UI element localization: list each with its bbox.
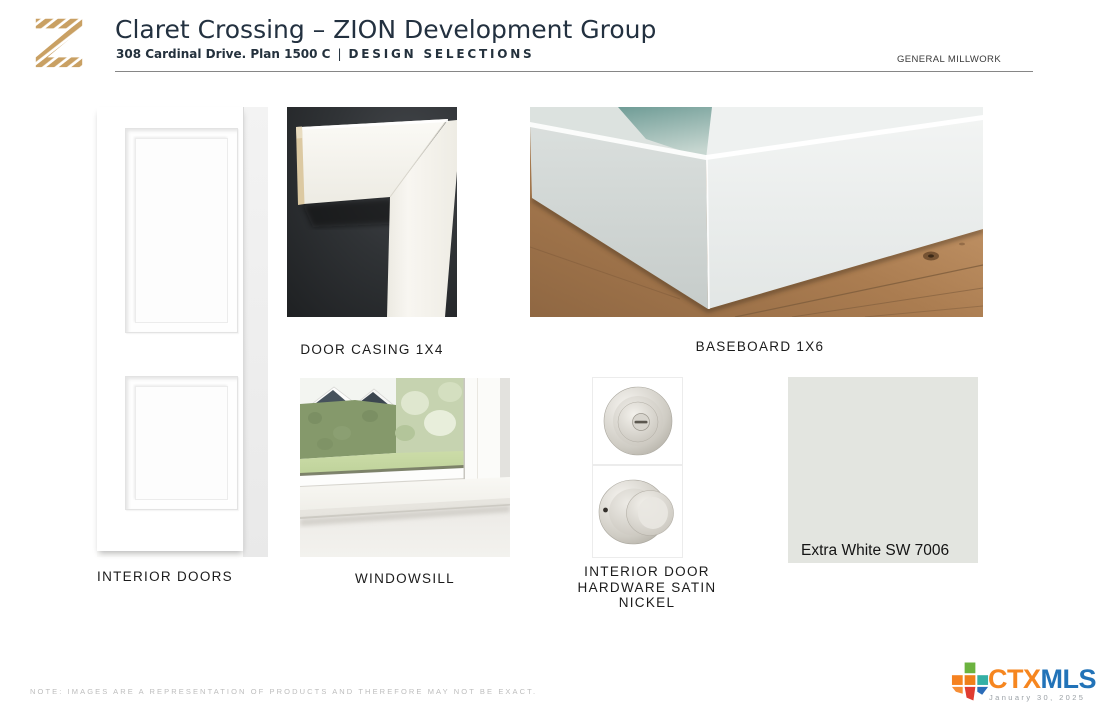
zion-z-monogram-icon [30, 10, 88, 72]
ctxmls-wordmark [988, 666, 1096, 693]
door-upper-panel [125, 128, 238, 333]
door-hardware-label-line2: HARDWARE SATIN [577, 579, 717, 595]
door-casing-label: DOOR CASING 1X4 [300, 342, 444, 357]
interior-door-photo [97, 107, 268, 557]
baseboard-label: BASEBOARD 1X6 [695, 339, 825, 354]
door-hardware-label [572, 564, 722, 611]
door-hardware-photos [592, 377, 683, 558]
door-lower-panel [125, 376, 238, 510]
header-divider-line [115, 71, 1033, 72]
subtitle-divider: | [337, 47, 342, 61]
category-heading: GENERAL MILLWORK [897, 54, 1002, 65]
texas-state-cross-icon [950, 661, 990, 705]
door-hardware-label-line1: INTERIOR DOOR [584, 564, 710, 579]
windowsill-photo [300, 378, 510, 557]
passage-knob-photo [592, 465, 683, 558]
two-panel-door [97, 107, 244, 551]
door-hardware-label-line3: NICKEL [618, 595, 676, 610]
page-title: Claret Crossing – ZION Development Group [115, 15, 657, 44]
privacy-knob-photo [592, 377, 683, 465]
baseboard-photo [530, 107, 983, 317]
paint-swatch [788, 377, 978, 563]
mls-wordmark-part: MLS [1040, 664, 1096, 694]
subtitle-address: 308 Cardinal Drive. Plan 1500 C [116, 47, 331, 61]
disclaimer-note: NOTE: IMAGES ARE A REPRESENTATION OF PRODUCTS AND THEREFORE MAY NOT BE EXACT. [30, 687, 538, 696]
ctx-wordmark-part: CTX [988, 664, 1041, 694]
paint-name-label: Extra White SW 7006 [801, 542, 950, 559]
door-photo-background [243, 107, 268, 557]
door-casing-photo [287, 107, 457, 317]
page-subtitle [116, 47, 535, 61]
interior-doors-label: INTERIOR DOORS [97, 569, 233, 584]
subtitle-section: DESIGN SELECTIONS [348, 47, 535, 61]
windowsill-label: WINDOWSILL [354, 571, 455, 586]
sheet-date: January 30, 2025 [989, 693, 1086, 702]
